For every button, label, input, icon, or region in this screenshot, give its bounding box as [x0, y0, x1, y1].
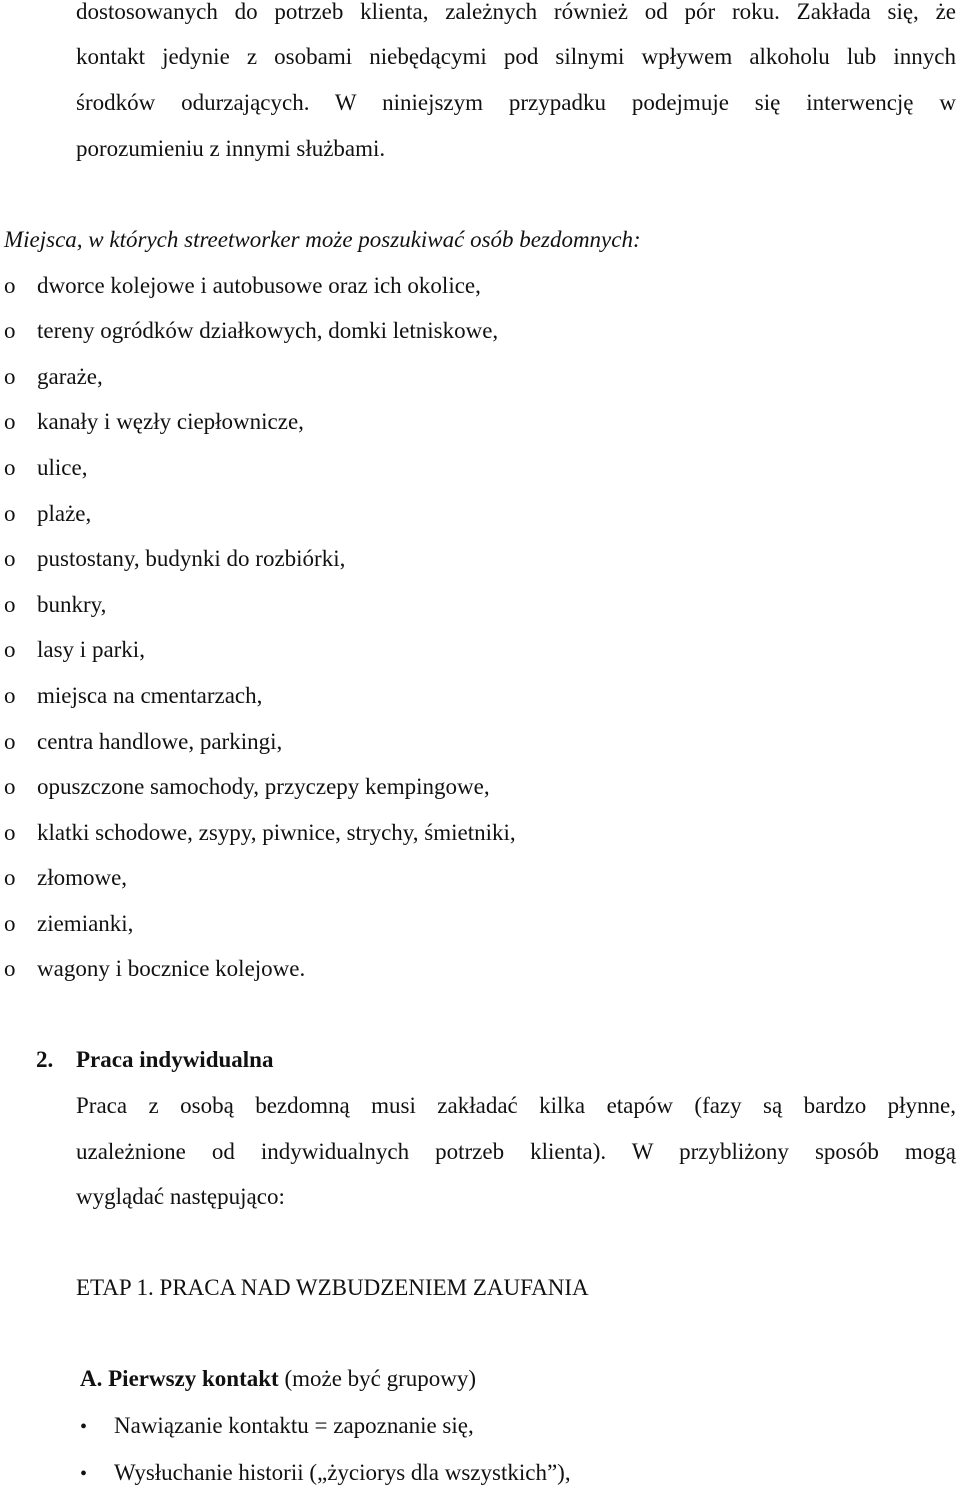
subsection-heading	[80, 1365, 476, 1393]
list-marker: o	[4, 683, 16, 708]
list-marker: o	[4, 364, 16, 389]
bullet-item-text: Wysłuchanie historii („życiorys dla wszystkich”),	[114, 1460, 571, 1485]
list-item-text: dworce kolejowe i autobusowe oraz ich okolice,	[37, 273, 481, 298]
list-item-text: pustostany, budynki do rozbiórki,	[37, 546, 346, 571]
list-item	[4, 545, 345, 573]
list-item	[4, 910, 133, 938]
list-marker: o	[4, 501, 16, 526]
section-number: 2.	[36, 1047, 54, 1072]
list-item	[4, 363, 103, 391]
list-item-text: ulice,	[37, 455, 88, 480]
bullet-item-text: Nawiązanie kontaktu = zapoznanie się,	[114, 1413, 474, 1438]
list-marker: o	[4, 409, 16, 434]
list-item-text: centra handlowe, parkingi,	[37, 729, 283, 754]
intro-line: dostosowanych do potrzeb klienta, zależnych również od pór roku. Zakłada się, że	[76, 0, 956, 24]
list-marker: o	[4, 729, 16, 754]
list-marker: o	[4, 455, 16, 480]
list-item-text: plaże,	[37, 501, 92, 526]
list-item-text: klatki schodowe, zsypy, piwnice, strychy, śmietniki,	[37, 820, 516, 845]
bullet-item	[80, 1459, 571, 1488]
list-item	[4, 317, 498, 345]
list-item	[4, 728, 282, 756]
list-item-text: złomowe,	[37, 865, 128, 890]
list-marker: o	[4, 592, 16, 617]
list-item	[4, 500, 91, 528]
paragraph-line: Praca z osobą bezdomną musi zakładać kilka etapów (fazy są bardzo płynne,	[76, 1093, 956, 1118]
list-marker: o	[4, 546, 16, 571]
list-marker: o	[4, 273, 16, 298]
list-marker: o	[4, 774, 16, 799]
bullet-icon: •	[80, 1416, 88, 1438]
intro-line: środków odurzających. W niniejszym przypadku podejmuje się interwencję w	[76, 90, 956, 115]
list-item-text: opuszczone samochody, przyczepy kempingowe,	[37, 774, 490, 799]
places-heading: Miejsca, w których streetworker może poszukiwać osób bezdomnych:	[4, 227, 641, 252]
list-marker: o	[4, 911, 16, 936]
list-marker: o	[4, 820, 16, 845]
list-item	[4, 408, 304, 436]
paragraph-line: uzależnione od indywidualnych potrzeb klienta). W przybliżony sposób mogą	[76, 1139, 956, 1164]
list-item	[4, 682, 262, 710]
list-marker: o	[4, 956, 16, 981]
list-item-text: kanały i węzły ciepłownicze,	[37, 409, 304, 434]
list-item	[4, 773, 490, 801]
stage-title: ETAP 1. PRACA NAD WZBUDZENIEM ZAUFANIA	[76, 1275, 589, 1300]
list-marker: o	[4, 865, 16, 890]
list-marker: o	[4, 637, 16, 662]
list-item	[4, 454, 87, 482]
list-item	[4, 591, 106, 619]
bullet-icon: •	[80, 1463, 88, 1485]
list-item-text: wagony i bocznice kolejowe.	[37, 956, 306, 981]
section-title: Praca indywidualna	[76, 1047, 274, 1072]
list-item	[4, 955, 305, 983]
list-item-text: tereny ogródków działkowych, domki letniskowe,	[37, 318, 499, 343]
list-item	[4, 636, 145, 664]
list-item-text: bunkry,	[37, 592, 107, 617]
bullet-item	[80, 1412, 474, 1441]
list-item-text: lasy i parki,	[37, 637, 145, 662]
subsection-letter: A.	[80, 1366, 103, 1391]
subsection-note: (może być grupowy)	[284, 1366, 477, 1391]
intro-line: porozumieniu z innymi służbami.	[76, 136, 386, 161]
intro-line: kontakt jedynie z osobami niebędącymi pod silnymi wpływem alkoholu lub innych	[76, 44, 956, 69]
list-item-text: miejsca na cmentarzach,	[37, 683, 263, 708]
list-item-text: ziemianki,	[37, 911, 134, 936]
list-item	[4, 864, 127, 892]
list-item	[4, 272, 481, 300]
list-marker: o	[4, 318, 16, 343]
list-item	[4, 819, 516, 847]
subsection-title: Pierwszy kontakt	[108, 1366, 279, 1391]
list-item-text: garaże,	[37, 364, 103, 389]
paragraph-line: wyglądać następująco:	[76, 1184, 285, 1209]
